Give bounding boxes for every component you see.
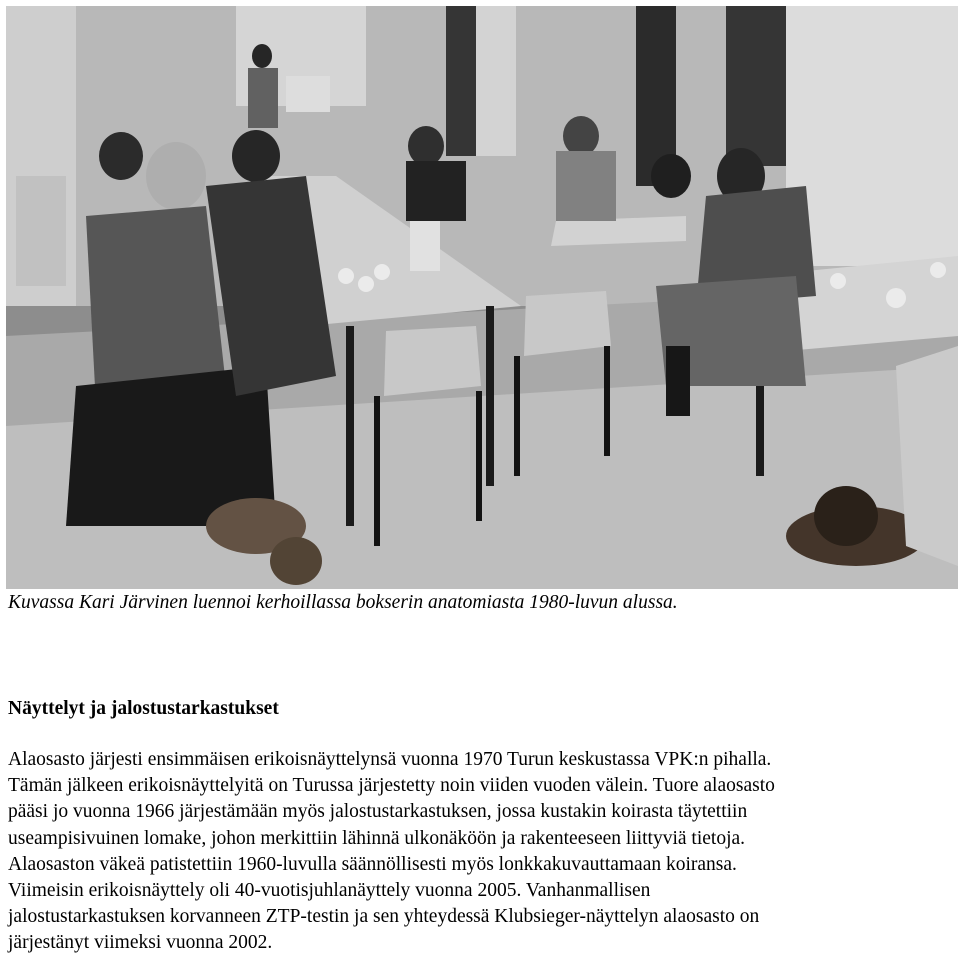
body-line: järjestänyt viimeksi vuonna 2002. xyxy=(8,932,273,954)
photo xyxy=(6,6,958,589)
photo-caption: Kuvassa Kari Järvinen luennoi kerhoillassa bokserin anatomiasta 1980-luvun alussa. xyxy=(8,592,678,613)
photo-illustration xyxy=(6,6,958,589)
body-line: Alaosasto järjesti ensimmäisen erikoisnäyttelynsä vuonna 1970 Turun keskustassa VPK:n pihalla. xyxy=(8,749,772,770)
body-line: Viimeisin erikoisnäyttely oli 40-vuotisjuhlanäyttely vuonna 2005. Vanhanmallisen xyxy=(8,879,651,901)
section-body xyxy=(8,747,956,957)
body-line: jalostustarkastuksen korvanneen ZTP-testin ja sen yhteydessä Klubsieger-näyttelyn alaosasto on xyxy=(8,906,760,928)
body-line: Alaosaston väkeä patistettiin 1960-luvulla säännöllisesti myös lonkkakuvauttamaan koiransa. xyxy=(8,853,737,875)
body-line: useampisivuinen lomake, johon merkittiin lähinnä ulkonäköön ja rakenteeseen liittyviä tietoja. xyxy=(8,827,746,849)
body-line: pääsi jo vuonna 1966 järjestämään myös jalostustarkastuksen, jossa kustakin koirasta täytettiin xyxy=(8,801,748,823)
body-line: Tämän jälkeen erikoisnäyttelyitä on Turussa järjestetty noin viiden vuoden välein. Tuore alaosasto xyxy=(8,775,775,797)
section-heading: Näyttelyt ja jalostustarkastukset xyxy=(8,698,279,719)
